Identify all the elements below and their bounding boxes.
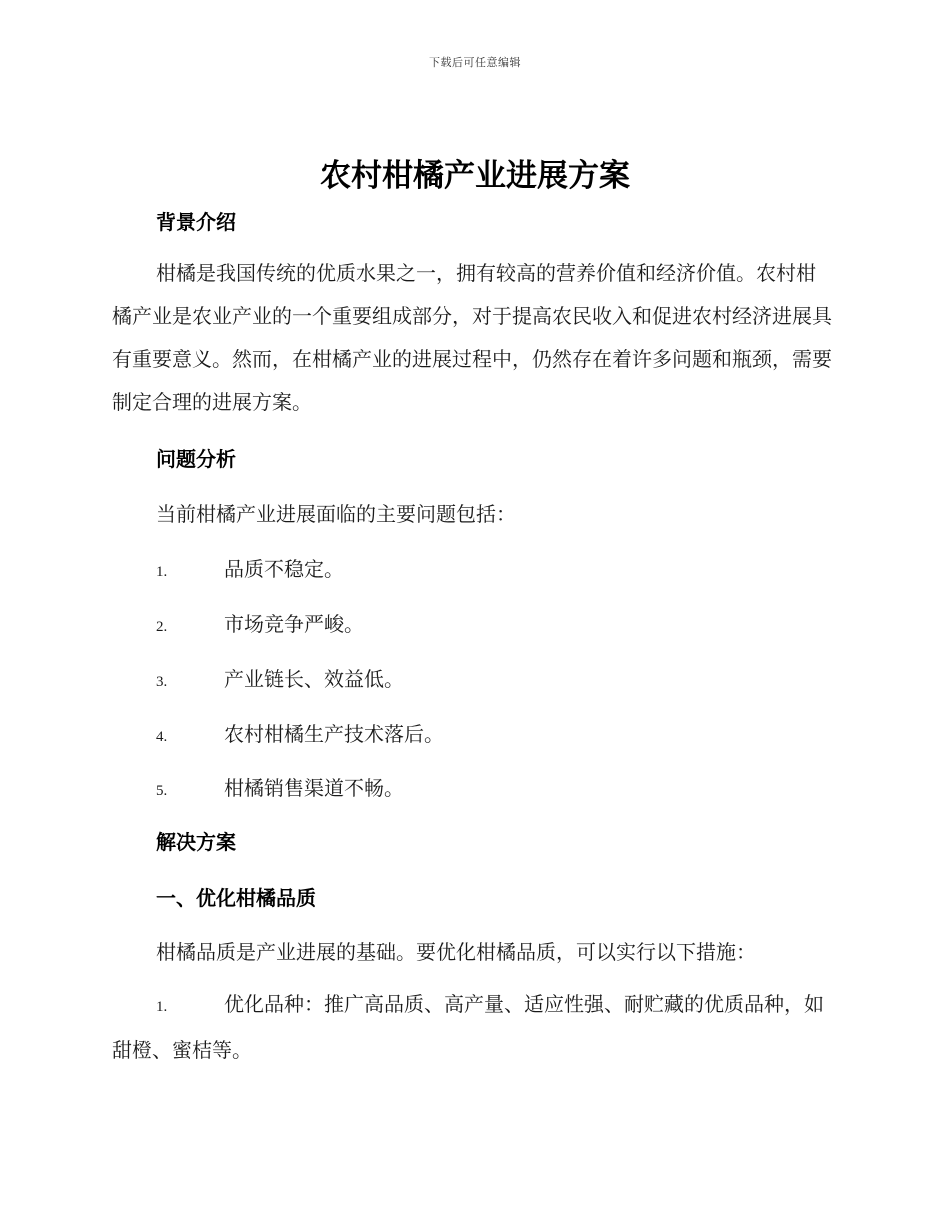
background-paragraph: 柑橘是我国传统的优质水果之一，拥有较高的营养价值和经济价值。农村柑橘产业是农业产业的一个重要组成部分，对于提高农民收入和促进农村经济进展具有重要意义。然而，在柑橘产业的进展过程中，仍然存在着许多问题和瓶颈，需要制定合理的进展方案。 — [112, 261, 832, 414]
heading-background: 背景介绍 — [156, 210, 236, 234]
list-number: 5. — [156, 783, 168, 799]
list-item — [156, 608, 364, 637]
heading-problems: 问题分析 — [156, 447, 236, 471]
problems-intro: 当前柑橘产业进展面临的主要问题包括： — [156, 502, 516, 526]
list-number: 3. — [156, 674, 168, 690]
heading-optimize-quality: 一、优化柑橘品质 — [156, 886, 316, 910]
document-title: 农村柑橘产业进展方案 — [320, 158, 630, 194]
list-number: 2. — [156, 619, 168, 635]
list-item — [112, 983, 832, 1072]
list-item — [156, 718, 444, 747]
list-item — [156, 553, 344, 582]
list-text: 产业链长、效益低。 — [224, 667, 404, 691]
heading-solutions: 解决方案 — [156, 830, 236, 854]
list-item — [156, 663, 404, 692]
header-note: 下载后可任意编辑 — [429, 56, 521, 69]
list-text: 品质不稳定。 — [224, 557, 344, 581]
list-item — [156, 772, 404, 801]
list-number: 1. — [156, 564, 168, 580]
quality-intro: 柑橘品质是产业进展的基础。要优化柑橘品质，可以实行以下措施： — [156, 940, 756, 964]
list-number: 4. — [156, 729, 168, 745]
list-number: 1. — [156, 999, 168, 1015]
list-text: 柑橘销售渠道不畅。 — [224, 776, 404, 800]
list-text: 农村柑橘生产技术落后。 — [224, 722, 444, 746]
list-text: 市场竞争严峻。 — [224, 612, 364, 636]
list-text: 优化品种：推广高品质、高产量、适应性强、耐贮藏的优质品种，如甜橙、蜜桔等。 — [112, 992, 824, 1062]
